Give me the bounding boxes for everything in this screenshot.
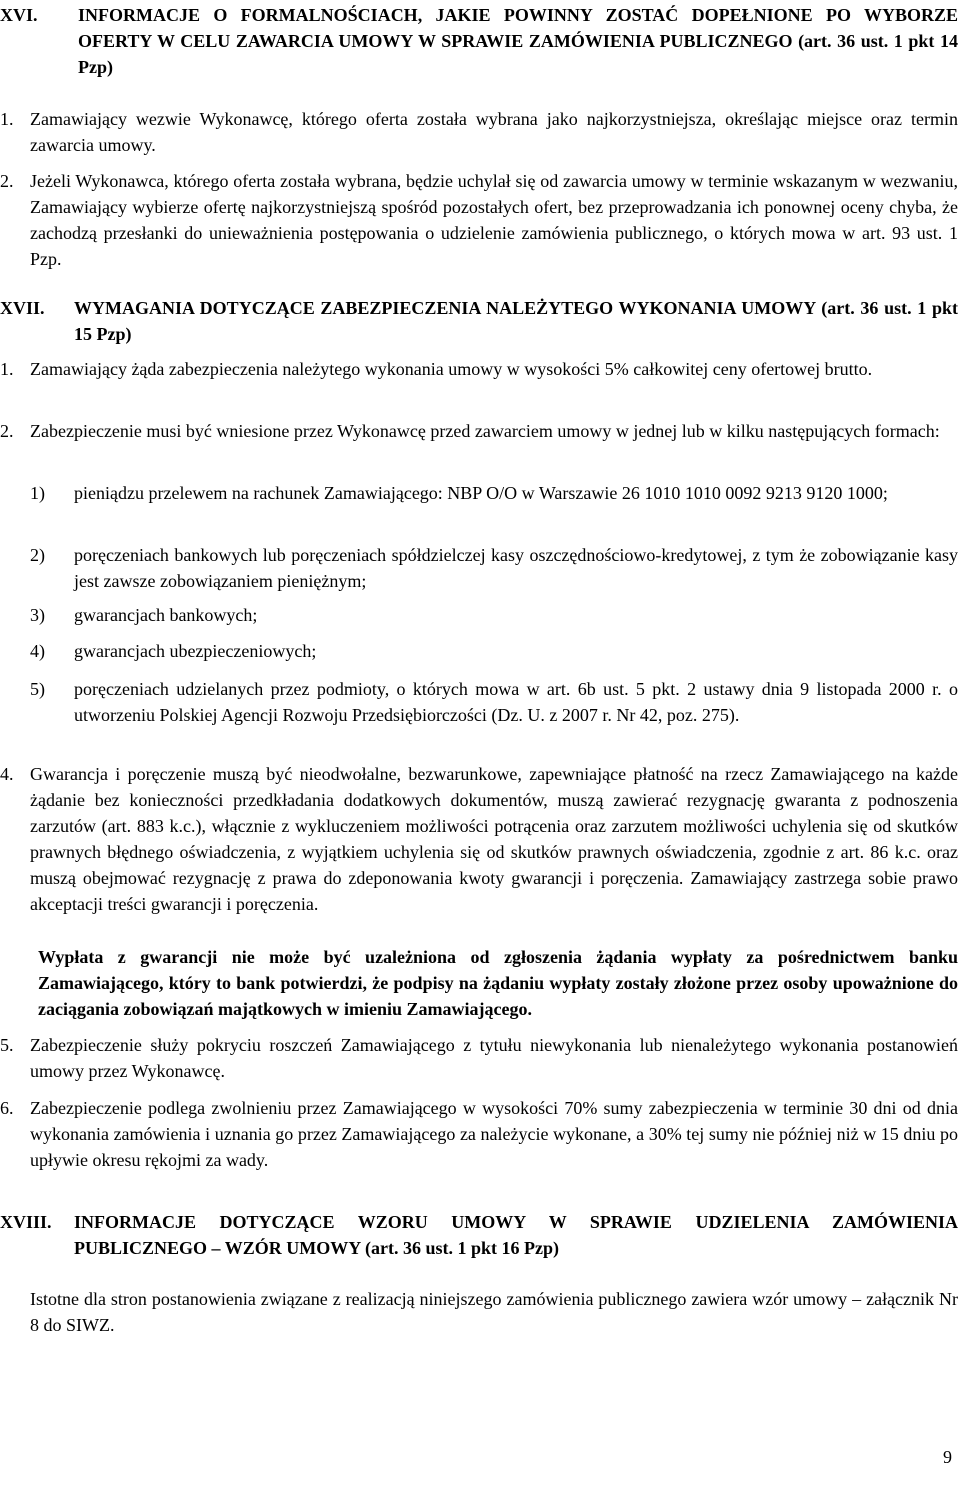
sec18-text: Istotne dla stron postanowienia związane z realizacją niniejszego zamówienia publicznego zawiera wzór umowy – załącznik Nr 8 do SIWZ. xyxy=(30,1289,958,1335)
sec16-item-1 xyxy=(0,106,958,158)
form-text: gwarancjach bankowych; xyxy=(74,605,258,625)
item-text: Zabezpieczenie podlega zwolnieniu przez Zamawiającego w wysokości 70% sumy zabezpieczenia w terminie 30 dni od dnia wykonania zamówienia i uznania go przez Zamawiającego za należycie wykonane, a 30% tej sumy nie później niż w 15 dniu po upływie okresu rękojmi za wady. xyxy=(30,1098,958,1170)
form-number: 4) xyxy=(30,641,45,661)
form-text: poręczeniach bankowych lub poręczeniach spółdzielczej kasy oszczędnościowo-kredytowej, z tym że zobowiązanie kasy jest zawsze zobowiązaniem pieniężnym; xyxy=(74,545,958,591)
item-text: Zamawiający żąda zabezpieczenia należytego wykonania umowy w wysokości 5% całkowitej ceny ofertowej brutto. xyxy=(30,359,873,379)
guarantee-payment-note: Wypłata z gwarancji nie może być uzależniona od zgłoszenia żądania wypłaty za pośrednictwem banku Zamawiającego, który to bank potwierdzi, że podpisy na żądaniu wypłaty zostały złożone przez osoby upoważnione do zaciągania zobowiązań majątkowych w imieniu Zamawiającego. xyxy=(38,947,958,1019)
sec17-item-2 xyxy=(0,418,958,444)
form-text: poręczeniach udzielanych przez podmioty, o których mowa w art. 6b ust. 5 pkt. 2 ustawy dnia 9 listopada 2000 r. o utworzeniu Polskiej Agencji Rozwoju Przedsiębiorczości (Dz. U. z 2007 r. Nr 42, poz. 275). xyxy=(74,679,958,725)
section-number: XVIII. xyxy=(0,1212,52,1232)
item-number: 2. xyxy=(0,421,14,441)
item-number: 5. xyxy=(0,1035,14,1055)
section-xviii-heading xyxy=(0,1209,958,1261)
page-number: 9 xyxy=(943,1447,952,1467)
form-item-3 xyxy=(0,602,958,628)
item-text: Zamawiający wezwie Wykonawcę, którego oferta została wybrana jako najkorzystniejsza, określając miejsce oraz termin zawarcia umowy. xyxy=(30,109,958,155)
form-number: 2) xyxy=(30,545,45,565)
item-number: 1. xyxy=(0,359,14,379)
item-text: Zabezpieczenie musi być wniesione przez Wykonawcę przed zawarciem umowy w jednej lub w kilku następujących formach: xyxy=(30,421,940,441)
item-text: Jeżeli Wykonawca, którego oferta została wybrana, będzie uchylał się od zawarcia umowy w terminie wskazanym w wezwaniu, Zamawiający wybierze ofertę najkorzystniejszą spośród pozostałych ofert, bez przeprowadzania ich ponownej oceny chyba, że zachodzą przesłanki do unieważnienia postępowania o udzielenie zamówienia publicznego, o których mowa w art. 93 ust. 1 Pzp. xyxy=(30,171,958,269)
form-item-1 xyxy=(0,480,958,506)
section-xvi-heading xyxy=(0,2,958,80)
sec17-item-1 xyxy=(0,356,958,382)
form-number: 5) xyxy=(30,679,45,699)
section-number: XVII. xyxy=(0,298,45,318)
form-item-4 xyxy=(0,638,958,664)
item-number: 6. xyxy=(0,1098,14,1118)
sec17-item-6 xyxy=(0,1095,958,1173)
form-number: 1) xyxy=(30,483,45,503)
item-number: 2. xyxy=(0,171,14,191)
item-number: 1. xyxy=(0,109,14,129)
sec16-item-2 xyxy=(0,168,958,272)
item-text: Gwarancja i poręczenie muszą być nieodwołalne, bezwarunkowe, zapewniające płatność na rzecz Zamawiającego na każde żądanie bez konieczności przedkładania dodatkowych dokumentów, muszą zawierać rezygnację gwaranta z podnoszenia zarzutów (art. 883 k.c.), włącznie z wykluczeniem możliwości potrącenia oraz zarzutem możliwości uchylenia się od skutków prawnych błędnego oświadczenia, z wyjątkiem uchylenia się od skutków prawnych oświadczenia, zgodnie z art. 86 k.c. oraz muszą obejmować rezygnację z prawa do zdeponowania kwoty gwarancji i poręczenia. Zamawiający zastrzega sobie prawo akceptacji treści gwarancji i poręczenia. xyxy=(30,764,958,914)
section-title: INFORMACJE O FORMALNOŚCIACH, JAKIE POWINNY ZOSTAĆ DOPEŁNIONE PO WYBORZE OFERTY W CELU ZAWARCIA UMOWY W SPRAWIE ZAMÓWIENIA PUBLICZNEGO (art. 36 ust. 1 pkt 14 Pzp) xyxy=(78,5,958,77)
form-text: gwarancjach ubezpieczeniowych; xyxy=(74,641,317,661)
form-item-2 xyxy=(0,542,958,594)
item-text: Zabezpieczenie służy pokryciu roszczeń Zamawiającego z tytułu niewykonania lub nienależytego wykonania postanowień umowy przez Wykonawcę. xyxy=(30,1035,958,1081)
section-title: WYMAGANIA DOTYCZĄCE ZABEZPIECZENIA NALEŻYTEGO WYKONANIA UMOWY (art. 36 ust. 1 pkt 15 Pzp) xyxy=(74,298,958,344)
section-xvii-heading xyxy=(0,295,958,347)
section-title: INFORMACJE DOTYCZĄCE WZORU UMOWY W SPRAWIE UDZIELENIA ZAMÓWIENIA PUBLICZNEGO – WZÓR UMOWY (art. 36 ust. 1 pkt 16 Pzp) xyxy=(74,1212,958,1258)
sec17-item-5 xyxy=(0,1032,958,1084)
sec17-item-4 xyxy=(0,761,958,917)
section-number: XVI. xyxy=(0,5,38,25)
form-text: pieniądzu przelewem na rachunek Zamawiającego: NBP O/O w Warszawie 26 1010 1010 0092 9213 9120 1000; xyxy=(74,483,888,503)
form-number: 3) xyxy=(30,605,45,625)
form-item-5 xyxy=(0,676,958,728)
item-number: 4. xyxy=(0,764,14,784)
